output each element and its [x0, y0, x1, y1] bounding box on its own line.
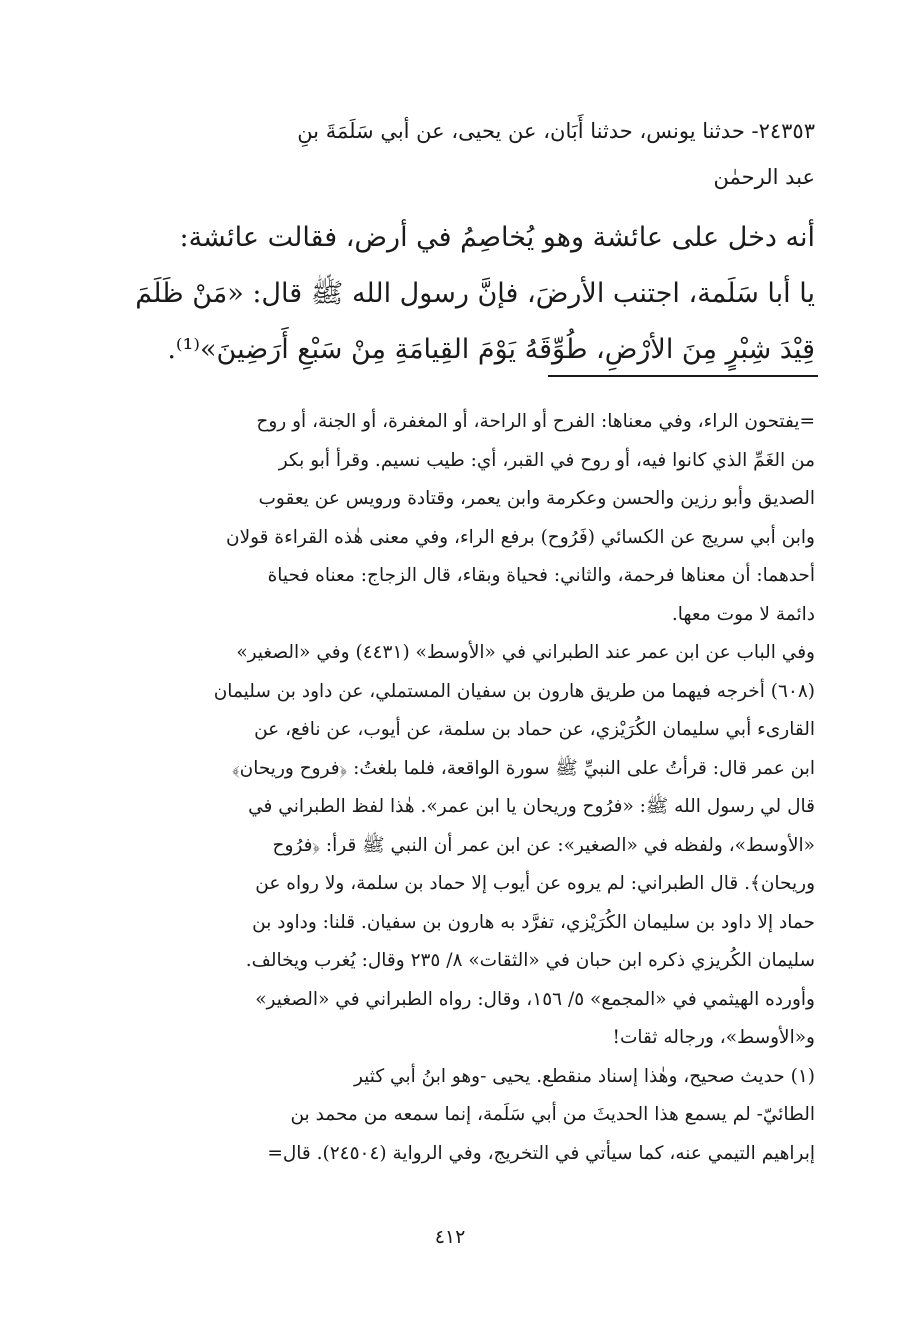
- footnote-line: القارىء أبي سليمان الكُرَيْزي، عن حماد بن سلمة، عن أيوب، عن نافع، عن: [254, 719, 815, 740]
- footnote-line: حماد إلا داود بن سليمان الكُرَيْزي، تفرَّد به هارون بن سفيان. قلنا: وداود بن: [252, 911, 815, 933]
- matn-line: يا أبا سَلَمة، اجتنب الأرضَ، فإنَّ رسول الله ﷺ قال: «مَنْ ظَلَمَ: [135, 278, 815, 309]
- footnote-paragraph: [95, 981, 815, 1058]
- footnote-line: (١) حديث صحيح، وهٰذا إسناد منقطع. يحيى -وهو ابنُ أبي كثير: [353, 1065, 815, 1087]
- footnote-line: قال لي رسول الله ﷺ: «فرُوح وريحان يا ابن عمر». هٰذا لفظ الطبراني في: [248, 796, 815, 817]
- footnote-line: أحدهما: أن معناها فرحمة، والثاني: فحياة وبقاء، قال الزجاج: معناه فحياة: [267, 565, 815, 586]
- footnote-line: وريحان﴾. قال الطبراني: لم يروه عن أيوب إلا حماد بن سلمة، ولا رواه عن: [255, 873, 815, 894]
- footnote-line: و«الأوسط»، ورجاله ثقات!: [612, 1027, 815, 1048]
- footnote-line: وأورده الهيثمي في «المجمع» ٥/ ١٥٦، وقال: رواه الطبراني في «الصغير»: [255, 988, 815, 1010]
- hadith-matn: [95, 210, 815, 378]
- footnote-line: دائمة لا موت معها.: [671, 603, 815, 625]
- footnote-line: إبراهيم التيمي عنه، كما سيأتي في التخريج، وفي الرواية (٢٤٥٠٤). قال=: [267, 1142, 815, 1164]
- footnote-line: (٦٠٨) أخرجه فيهما من طريق هارون بن سفيان المستملي، عن داود بن سليمان: [213, 680, 815, 702]
- matn-line: أنه دخل على عائشة وهو يُخاصِمُ في أرض، فقالت عائشة:: [179, 222, 815, 253]
- footnotes: [95, 403, 815, 1173]
- footnote-line: وابن أبي سريج عن الكسائي (فَرُوح) برفع الراء، وفي معنى هٰذه القراءة قولان: [225, 526, 815, 548]
- footnote-line: ابن عمر قال: قرأتُ على النبيِّ ﷺ سورة الواقعة، فلما بلغتُ: ﴿فروح وريحان﴾: [232, 757, 815, 779]
- footnote-line: الطائيّ- لم يسمع هذا الحديثَ من أبي سَلَمة، إنما سمعه من محمد بن: [290, 1104, 815, 1125]
- footnote-paragraph: [95, 634, 815, 981]
- isnad-line: ٢٤٣٥٣- حدثنا يونس، حدثنا أَبَان، عن يحيى، عن أبي سَلَمَةَ بنِ: [297, 119, 815, 143]
- page-number: ٤١٢: [434, 1226, 466, 1248]
- footnote-line: «الأوسط»، ولفظه في «الصغير»: عن ابن عمر أن النبي ﷺ قرأ: ﴿فرُوح: [272, 834, 815, 856]
- matn-line: قِيْدَ شِبْرٍ مِنَ الأرْضِ، طُوِّقَهُ يَوْمَ القِيامَةِ مِنْ سَبْعِ أَرَضِينَ»⁽¹⁾.: [167, 334, 815, 365]
- footnote-line: سليمان الكُريزي ذكره ابن حبان في «الثقات» ٨/ ٢٣٥ وقال: يُغرب ويخالف.: [245, 950, 815, 971]
- footnote-separator: [548, 375, 818, 377]
- footnote-line: الصديق وأبو رزين والحسن وعكرمة وابن يعمر، وقتادة ورويس عن يعقوب: [258, 488, 815, 509]
- footnote-line: =يفتحون الراء، وفي معناها: الفرح أو الراحة، أو المغفرة، أو الجنة، أو روح: [256, 411, 815, 432]
- footnote-line: وفي الباب عن ابن عمر عند الطبراني في «الأوسط» (٤٤٣١) وفي «الصغير»: [236, 642, 815, 663]
- footnote-paragraph: [95, 1058, 815, 1174]
- footnote-paragraph: [95, 403, 815, 634]
- hadith-isnad: [95, 108, 815, 200]
- isnad-line: عبد الرحمٰن: [713, 165, 815, 189]
- footnote-line: من الغَمِّ الذي كانوا فيه، أو روح في القبر، أي: طيب نسيم. وقرأ أبو بكر: [278, 449, 815, 471]
